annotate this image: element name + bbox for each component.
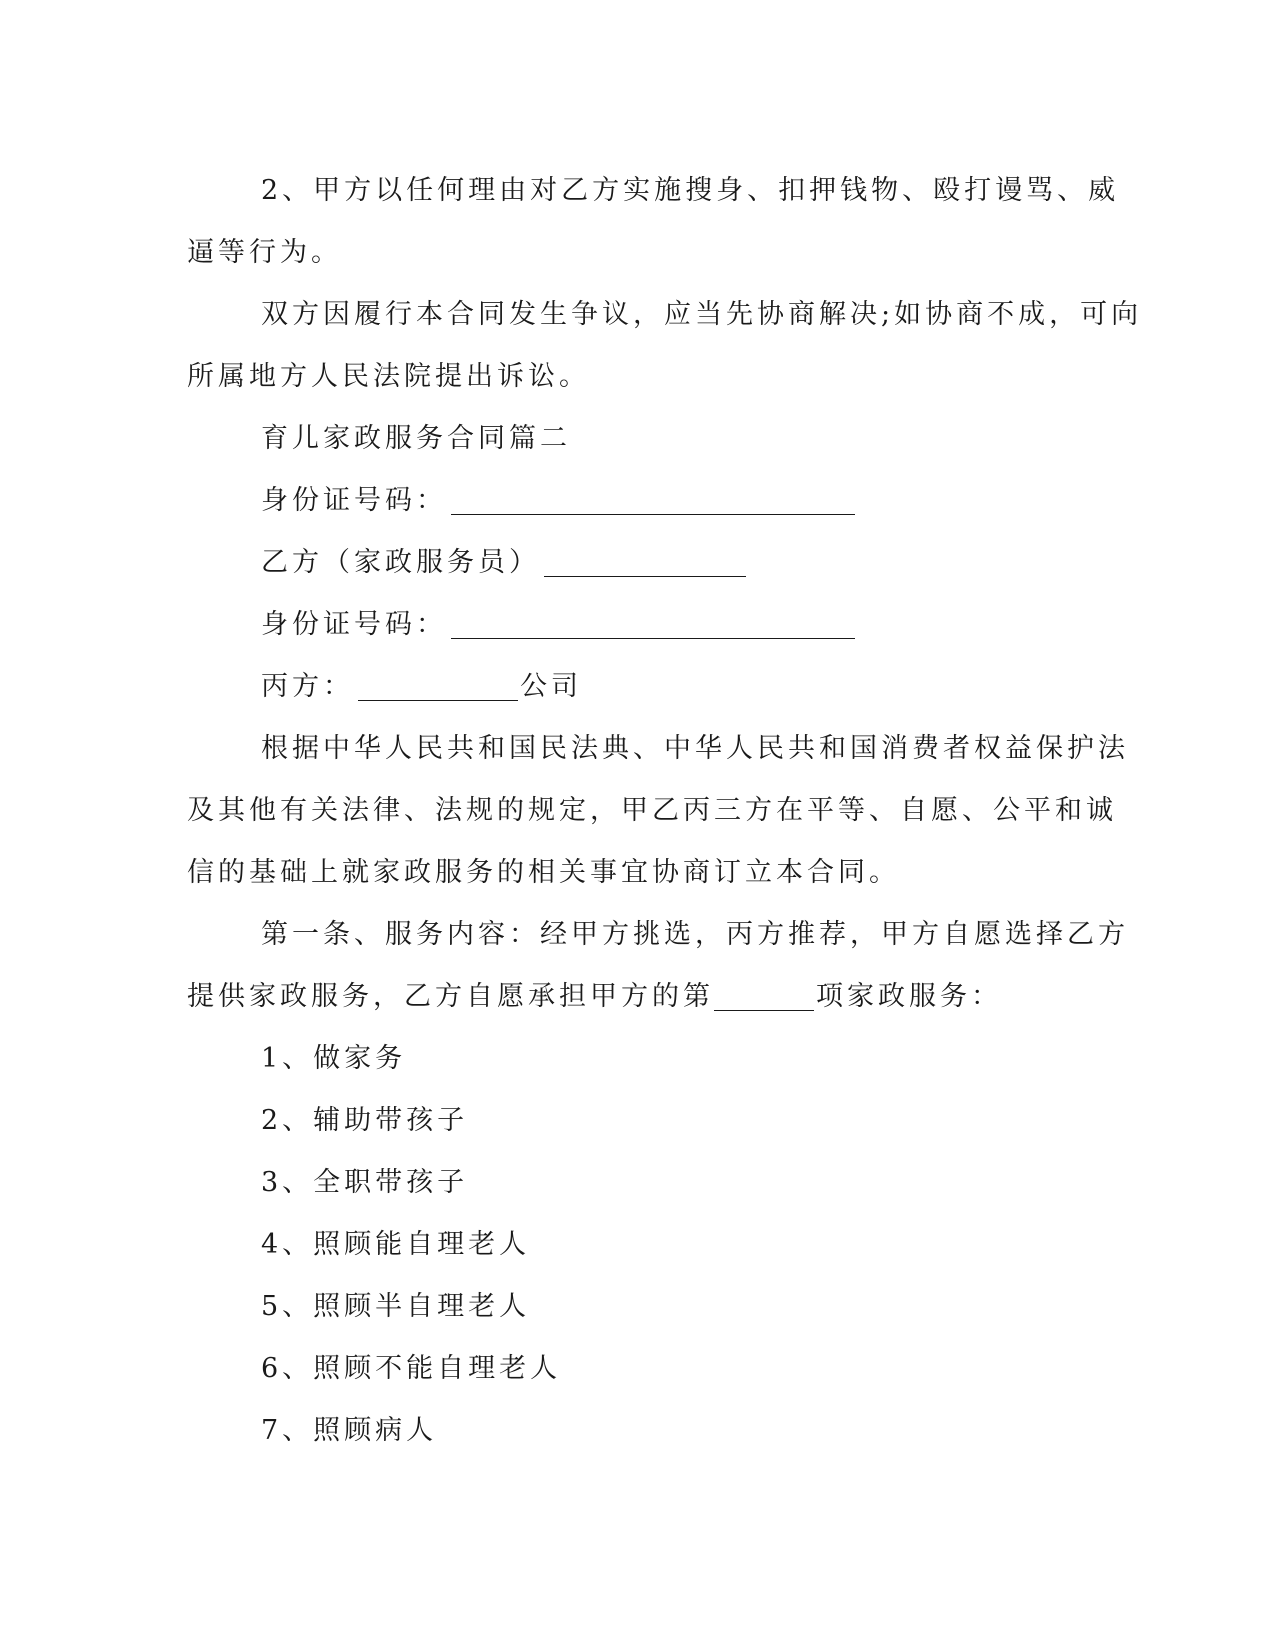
service-item: 4、照顾能自理老人 xyxy=(261,1229,531,1260)
id-number-line-1 xyxy=(187,470,1087,532)
service-item: 5、照顾半自理老人 xyxy=(261,1291,531,1322)
party-b-line xyxy=(187,532,1087,594)
id-number-line-2 xyxy=(187,594,1087,656)
service-item: 2、辅助带孩子 xyxy=(261,1105,469,1136)
article-1-line2 xyxy=(187,966,1087,1028)
party-c-label: 丙方： xyxy=(261,671,354,702)
paragraph-basis-line1: 根据中华人民共和国民法典、中华人民共和国消费者权益保护法 xyxy=(261,733,1129,764)
party-c-suffix: 公司 xyxy=(520,671,582,702)
service-number-blank[interactable] xyxy=(714,982,814,1011)
paragraph-dispute-line1: 双方因履行本合同发生争议，应当先协商解决;如协商不成，可向 xyxy=(261,299,1143,330)
service-item: 7、照顾病人 xyxy=(261,1415,438,1446)
document-body xyxy=(187,160,1143,1462)
party-c-line xyxy=(187,656,1087,718)
article-1-suffix: 项家政服务： xyxy=(816,981,1002,1012)
id-number-blank[interactable] xyxy=(451,486,855,515)
service-item: 1、做家务 xyxy=(261,1043,407,1074)
paragraph-clause-2-line1: 2、甲方以任何理由对乙方实施搜身、扣押钱物、殴打谩骂、威 xyxy=(261,175,1120,206)
section-heading: 育儿家政服务合同篇二 xyxy=(261,423,571,454)
party-b-label: 乙方（家政服务员） xyxy=(261,547,540,578)
service-item: 3、全职带孩子 xyxy=(261,1167,469,1198)
party-b-blank[interactable] xyxy=(544,548,746,577)
party-c-blank[interactable] xyxy=(358,672,518,701)
id-number-blank[interactable] xyxy=(451,610,855,639)
paragraph-clause-2-line2: 逼等行为。 xyxy=(187,237,342,268)
article-1-prefix: 提供家政服务，乙方自愿承担甲方的第 xyxy=(187,981,714,1012)
article-1-line1: 第一条、服务内容：经甲方挑选，丙方推荐，甲方自愿选择乙方 xyxy=(261,919,1129,950)
id-number-label: 身份证号码： xyxy=(261,609,447,640)
paragraph-basis-line2: 及其他有关法律、法规的规定，甲乙丙三方在平等、自愿、公平和诚 xyxy=(187,795,1117,826)
paragraph-basis-line3: 信的基础上就家政服务的相关事宜协商订立本合同。 xyxy=(187,857,900,888)
service-item: 6、照顾不能自理老人 xyxy=(261,1353,562,1384)
paragraph-dispute-line2: 所属地方人民法院提出诉讼。 xyxy=(187,361,590,392)
id-number-label: 身份证号码： xyxy=(261,485,447,516)
